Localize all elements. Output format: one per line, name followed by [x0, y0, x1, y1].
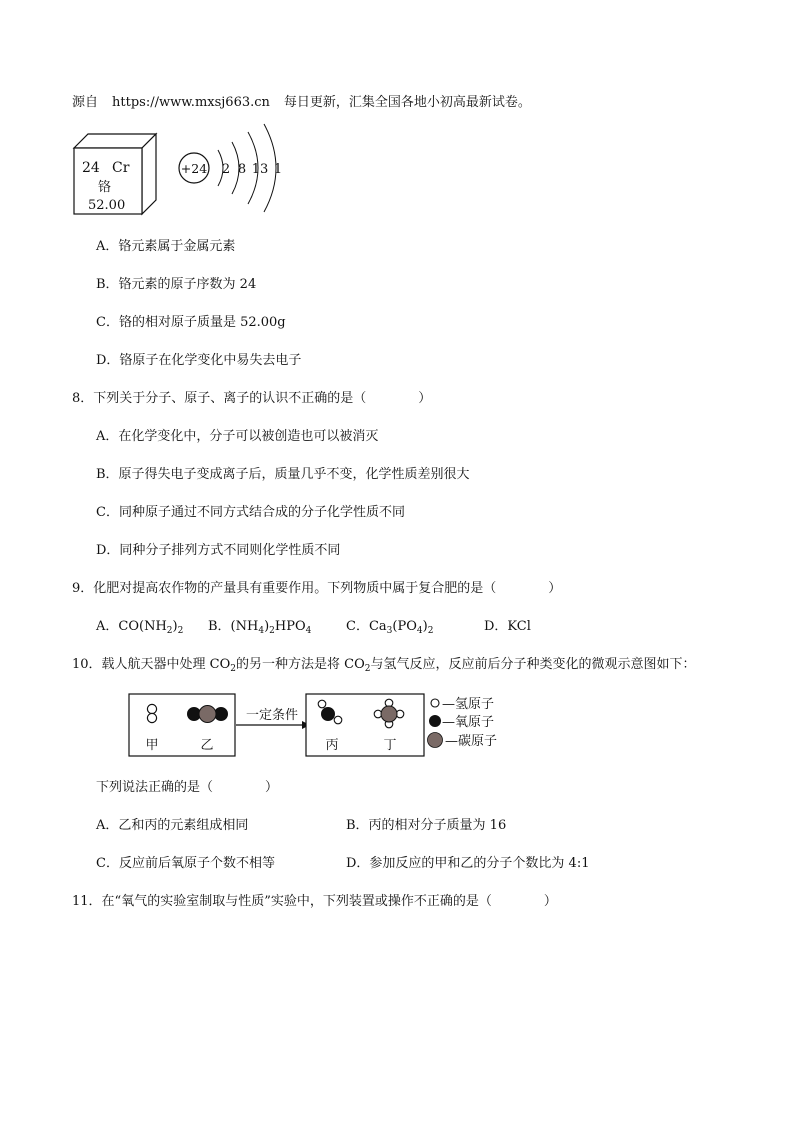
shell-count-4: 1: [273, 162, 283, 177]
source-line: [72, 95, 531, 111]
label-jia: 甲: [145, 738, 159, 753]
source-prefix: 源自: [72, 95, 99, 110]
q10-prompt: 下列说法正确的是（ ）: [96, 780, 279, 795]
q7-option-b[interactable]: B．铬元素的原子序数为 24: [96, 277, 257, 292]
element-symbol: Cr: [112, 160, 130, 176]
q7-option-c[interactable]: C．铬的相对原子质量是 52.00g: [96, 315, 286, 330]
q10-stem: 10．载人航天器中处理 $CO_2$的另一种方法是将 $CO_2$与氢气反应，反应前后分子种类变化的微观示意图如下：: [72, 657, 696, 674]
q8-option-b[interactable]: B．原子得失电子变成离子后，质量几乎不变，化学性质差别很大: [96, 467, 470, 482]
nucleus-charge: +24: [180, 161, 208, 176]
q8-option-d[interactable]: D．同种分子排列方式不同则化学性质不同: [96, 543, 341, 558]
legend-oxygen-icon: [429, 715, 441, 727]
reaction-diagram: [128, 690, 518, 760]
source-url[interactable]: https://www.mxsj663.cn: [112, 95, 270, 110]
arrow-condition: 一定条件: [245, 708, 299, 723]
q9-option-d[interactable]: D．KCl: [484, 619, 531, 634]
element-name: 铬: [98, 180, 112, 195]
q9-option-c[interactable]: C．$Ca_3(PO_4)_2$: [346, 619, 434, 636]
q8-option-a[interactable]: A．在化学变化中，分子可以被创造也可以被消灭: [96, 429, 379, 444]
element-number: 24: [82, 160, 100, 176]
shell-count-3: 13: [251, 162, 269, 177]
legend-carbon-label: —碳原子: [445, 734, 498, 749]
q10-option-c[interactable]: C．反应前后氧原子个数不相等: [96, 856, 275, 871]
q8-option-c[interactable]: C．同种原子通过不同方式结合成的分子化学性质不同: [96, 505, 405, 520]
element-mass: 52.00: [88, 198, 126, 213]
q10-option-b[interactable]: B．丙的相对分子质量为 16: [346, 818, 507, 833]
q9-stem: 9．化肥对提高农作物的产量具有重要作用。下列物质中属于复合肥的是（ ）: [72, 581, 562, 596]
source-tagline: 每日更新，汇集全国各地小初高最新试卷。: [283, 95, 531, 110]
label-bing: 丙: [325, 738, 339, 753]
q8-stem: 8．下列关于分子、原子、离子的认识不正确的是（ ）: [72, 391, 432, 406]
legend-hydrogen-label: —氢原子: [442, 697, 495, 712]
q9-option-a[interactable]: A．$CO(NH_2)_2$: [96, 619, 184, 636]
label-yi: 乙: [200, 738, 214, 753]
legend-carbon-icon: [428, 733, 443, 748]
q10-option-a[interactable]: A．乙和丙的元素组成相同: [96, 818, 249, 833]
diagram-legend: [428, 697, 498, 749]
q9-option-b[interactable]: B．$(NH_4)_2HPO_4$: [208, 619, 312, 636]
legend-hydrogen-icon: [431, 699, 439, 707]
q7-option-d[interactable]: D．铬原子在化学变化中易失去电子: [96, 353, 302, 368]
label-ding: 丁: [383, 738, 397, 753]
molecule-yi: [188, 706, 228, 723]
element-card: [70, 120, 162, 218]
atom-structure-diagram: [174, 120, 286, 216]
q10-option-d[interactable]: D．参加反应的甲和乙的分子个数比为 4:1: [346, 856, 590, 871]
q11-stem: 11．在“氧气的实验室制取与性质”实验中，下列装置或操作不正确的是（ ）: [72, 894, 557, 909]
legend-oxygen-label: —氧原子: [442, 715, 495, 730]
shell-count-1: 2: [221, 162, 231, 177]
q7-option-a[interactable]: A．铬元素属于金属元素: [96, 239, 236, 254]
shell-count-2: 8: [237, 162, 247, 177]
